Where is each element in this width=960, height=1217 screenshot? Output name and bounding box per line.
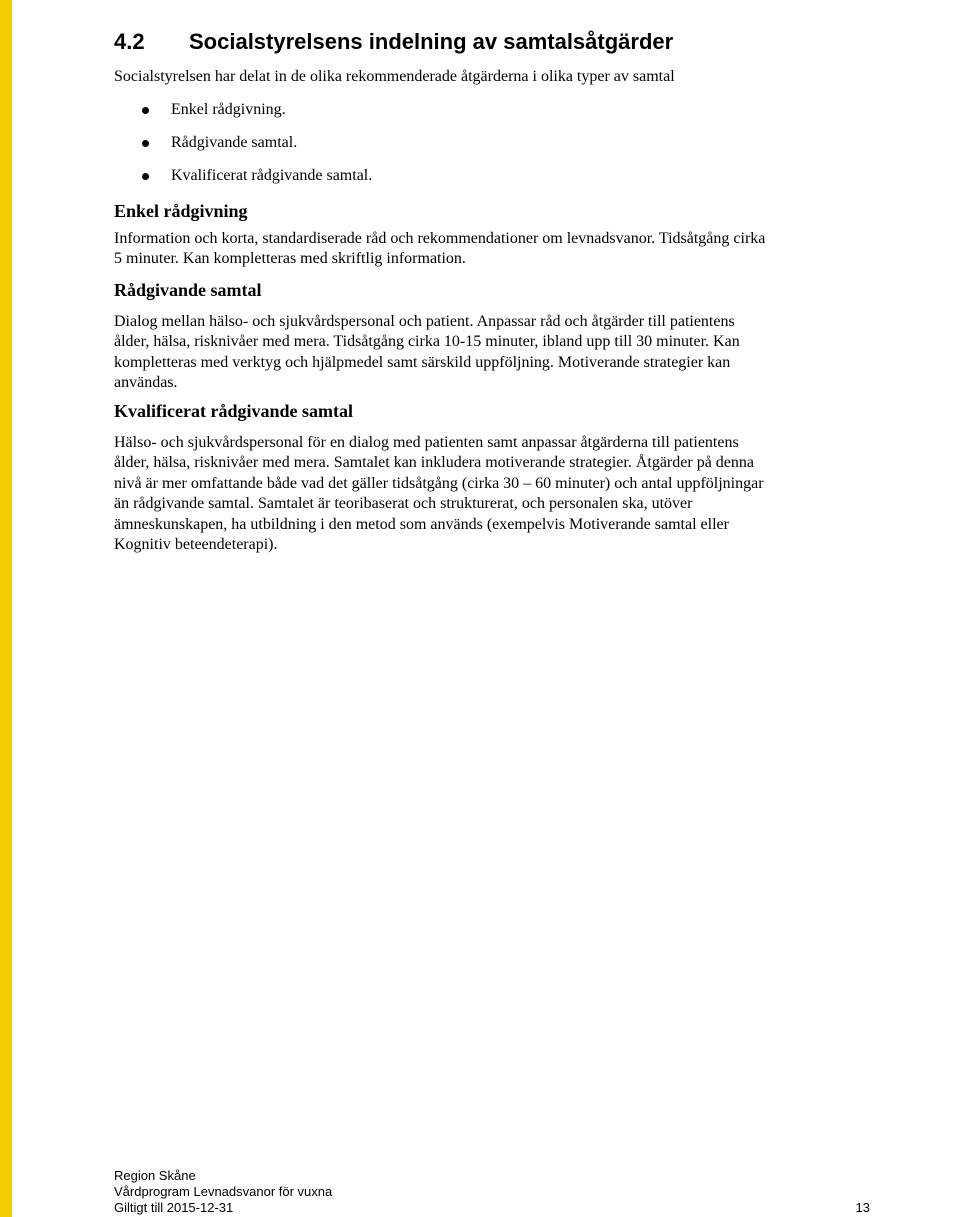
intro-paragraph: Socialstyrelsen har delat in de olika rekommenderade åtgärderna i olika typer av samtal: [114, 68, 675, 85]
footer-validity: Giltigt till 2015-12-31: [114, 1200, 234, 1215]
paragraph-radgivande-samtal: Dialog mellan hälso- och sjukvårdspersonal och patient. Anpassar råd och åtgärder till patientens ålder, hälsa, risknivåer med mera. Tidsåtgång cirka 10-15 minuter, ibland upp till 30 minuter. Kan kompletteras med verktyg och hjälpmedel samt särskild uppföljning. Motiverande strategier kan användas.: [114, 312, 740, 391]
footer-organization: Region Skåne: [114, 1168, 196, 1183]
footer-validity-row: [114, 1200, 870, 1216]
page-footer: [114, 1168, 870, 1216]
list-item: Kvalificerat rådgivande samtal.: [114, 166, 854, 186]
page-number: 13: [855, 1200, 870, 1215]
section-number: 4.2: [114, 29, 145, 54]
bullet-icon: [142, 173, 149, 180]
accent-bar: [0, 0, 12, 1217]
paragraph-kvalificerat-samtal: Hälso- och sjukvårdspersonal för en dialog med patienten samt anpassar åtgärderna till patientens ålder, hälsa, risknivåer med mera. Samtalet kan inkludera motiverande strategier. Åtgärder på denna nivå är mer omfattande både vad det gäller tidsåtgång (cirka 30 – 60 minuter) och antal uppföljningar än rådgivande samtal. Samtalet är teoribaserat och strukturerat, och personalen ska, utöver ämneskunskapen, ha utbildning i den metod som används (exempelvis Motiverande samtal eller Kognitiv beteendeterapi).: [114, 433, 764, 553]
subheading-enkel-radgivning: Enkel rådgivning: [114, 200, 248, 221]
list-item: Enkel rådgivning.: [114, 100, 854, 120]
paragraph-enkel-radgivning: Information och korta, standardiserade råd och rekommendationer om levnadsvanor. Tidsåtgång cirka 5 minuter. Kan kompletteras med skriftlig information.: [114, 229, 766, 267]
footer-program: Vårdprogram Levnadsvanor för vuxna: [114, 1184, 333, 1199]
subheading-kvalificerat-samtal: Kvalificerat rådgivande samtal: [114, 400, 353, 421]
page-content: [114, 24, 854, 556]
bullet-icon: [142, 140, 149, 147]
subheading-radgivande-samtal: Rådgivande samtal: [114, 279, 262, 300]
section-heading: [114, 27, 854, 57]
list-item: Rådgivande samtal.: [114, 133, 854, 153]
section-title: Socialstyrelsens indelning av samtalsåtgärder: [189, 29, 674, 54]
bullet-icon: [142, 107, 149, 114]
bullet-list: [114, 100, 854, 186]
